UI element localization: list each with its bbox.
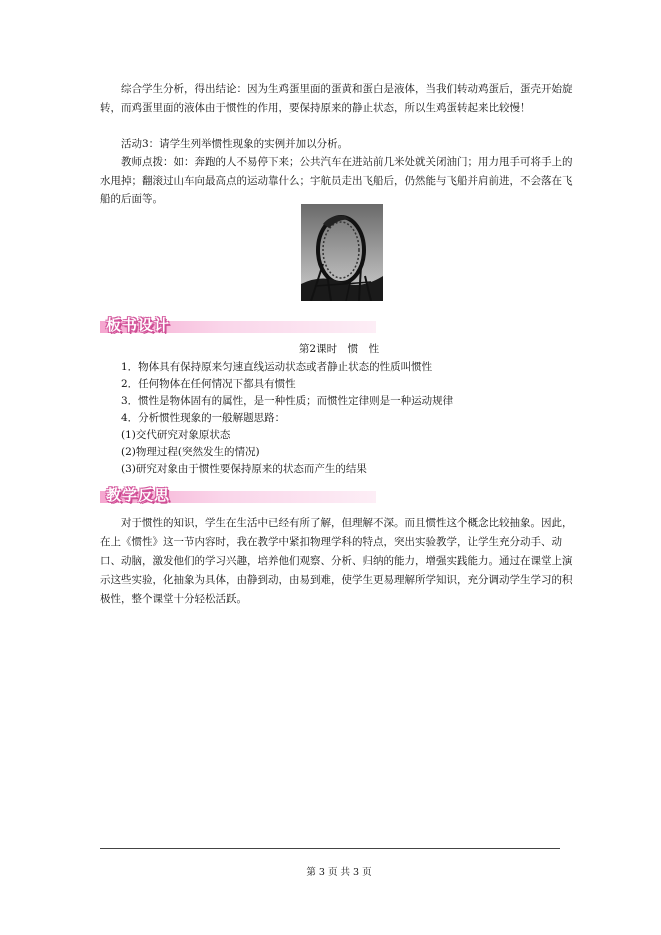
- board-subitem-2: (2)物理过程(突然发生的情况): [121, 446, 260, 458]
- footer-divider: [100, 848, 560, 849]
- banner-label: 板书设计: [106, 316, 171, 334]
- roller-coaster-photo: [301, 204, 383, 301]
- board-subitem-3: (3)研究对象由于惯性要保持原来的状态而产生的结果: [121, 463, 367, 475]
- paragraph-reflection: 对于惯性的知识，学生在生活中已经有所了解，但理解不深。而且惯性这个概念比较抽象。因此，在上《惯性》这一节内容时，我在教学中紧扣物理学科的特点，突出实验教学，让学生充分动手、动口、动脑，激发他们的学习兴趣，培养他们观察、分析、归纳的能力，增强实践能力。通过在课堂上演示这些实验，化抽象为具体，由静到动，由易到难，使学生更易理解所学知识，充分调动学生学习的积极性，整个课堂十分轻松活跃。: [100, 517, 573, 605]
- board-item-2: 2．任何物体在任何情况下都具有惯性: [121, 378, 296, 390]
- board-item-1: 1．物体具有保持原来匀速直线运动状态或者静止状态的性质叫惯性: [121, 361, 433, 373]
- board-item-4: 4．分析惯性现象的一般解题思路：: [121, 412, 286, 424]
- paragraph-conclusion: 综合学生分析，得出结论：因为生鸡蛋里面的蛋黄和蛋白是液体，当我们转动鸡蛋后，蛋壳开始旋转，而鸡蛋里面的液体由于惯性的作用，要保持原来的静止状态，所以生鸡蛋转起来比较慢！: [100, 83, 573, 114]
- banner-board-design: [100, 316, 376, 338]
- paragraph-teacher-tips: 教师点拨：如：奔跑的人不易停下来；公共汽车在进站前几米处就关闭油门；用力甩手可将手上的水甩掉；翻滚过山车向最高点的运动靠什么；宇航员走出飞船后，仍然能与飞船并肩前进，不会落在飞船的后面等。: [100, 156, 573, 205]
- paragraph-activity-3: 活动3：请学生列举惯性现象的实例并加以分析。: [121, 138, 349, 150]
- banner-teaching-reflection: [100, 486, 376, 508]
- board-subitem-1: (1)交代研究对象原状态: [121, 429, 231, 441]
- lesson-title: 第2课时 惯 性: [298, 343, 380, 355]
- board-item-3: 3．惯性是物体固有的属性，是一种性质；而惯性定律则是一种运动规律: [121, 395, 454, 407]
- banner-label: 教学反思: [106, 486, 171, 504]
- page-number: 第 3 页 共 3 页: [306, 867, 372, 878]
